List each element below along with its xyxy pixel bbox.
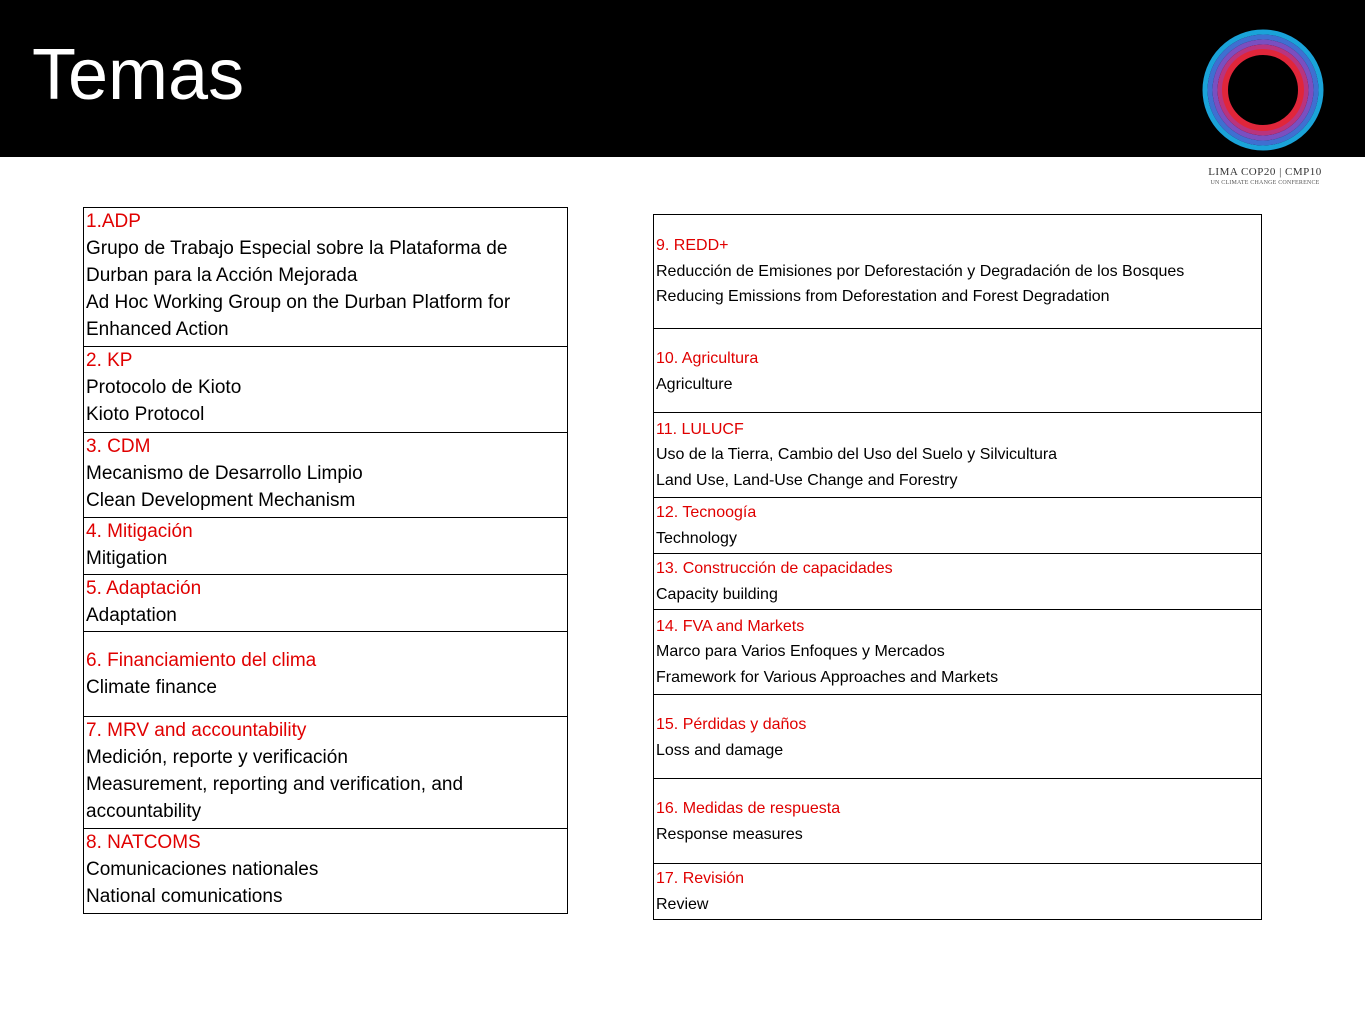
topic-line-en: Reducing Emissions from Deforestation and Forest Degradation [656, 288, 1110, 306]
table-row [84, 575, 568, 632]
topic-title: 4. Mitigación [86, 521, 193, 542]
table-row [654, 695, 1262, 779]
table-row [654, 779, 1262, 864]
topics-table-left [83, 207, 568, 914]
topics-table-right [653, 214, 1262, 920]
topic-title: 11. LULUCF [656, 420, 744, 438]
topic-title: 13. Construcción de capacidades [656, 560, 893, 577]
topic-line-en: Measurement, reporting and verification, and accountability [86, 774, 464, 822]
topic-title: 15. Pérdidas y daños [656, 716, 807, 733]
topic-line-en: Adaptation [86, 605, 177, 626]
topic-title: 3. CDM [86, 436, 151, 457]
topic-line-en: Technology [656, 529, 737, 547]
cop20-logo-text [1195, 165, 1335, 188]
topic-title: 6. Financiamiento del clima [86, 650, 317, 671]
topic-cell-tecnologia [654, 498, 1262, 554]
topic-cell-perdidas [654, 695, 1262, 779]
slide-title: Temas [32, 35, 245, 115]
topic-cell-mitigacion [84, 518, 568, 575]
topic-line-es: Reducción de Emisiones por Deforestación y Degradación de los Bosques [656, 262, 1185, 280]
topic-cell-revision [654, 864, 1262, 920]
topic-line-en: Agriculture [656, 375, 733, 393]
title-bar [0, 0, 1365, 157]
topic-line-en: Mitigation [86, 548, 168, 569]
topic-cell-cdm [84, 433, 568, 518]
topic-line-es: Comunicaciones nationales [86, 859, 319, 880]
topic-cell-capacidades [654, 554, 1262, 610]
topic-cell-lulucf [654, 413, 1262, 498]
topic-line-es: Marco para Varios Enfoques y Mercados [656, 643, 945, 661]
topic-line-en: Climate finance [86, 677, 217, 698]
table-row [654, 215, 1262, 329]
topic-cell-agricultura [654, 329, 1262, 413]
topic-cell-redd [654, 215, 1262, 329]
topic-line-es: Protocolo de Kioto [86, 377, 242, 398]
topic-line-en: Clean Development Mechanism [86, 490, 356, 511]
topic-cell-adp [84, 208, 568, 347]
topic-title: 7. MRV and accountability [86, 720, 307, 741]
topic-cell-fva [654, 610, 1262, 695]
table-row [654, 610, 1262, 695]
topic-cell-adaptacion [84, 575, 568, 632]
topic-line-en: Framework for Various Approaches and Markets [656, 668, 999, 686]
topic-line-en: Capacity building [656, 585, 778, 603]
logo-sub-text: UN CLIMATE CHANGE CONFERENCE [1210, 180, 1320, 186]
topic-line-es: Grupo de Trabajo Especial sobre la Plataforma de Durban para la Acción Mejorada [86, 238, 508, 286]
table-row [84, 632, 568, 717]
topic-line-en: Review [656, 895, 709, 913]
cop20-ring-logo-icon [1201, 28, 1325, 152]
table-row [84, 347, 568, 433]
table-row [84, 717, 568, 829]
topic-cell-mrv [84, 717, 568, 829]
topic-cell-natcoms [84, 829, 568, 914]
topic-line-es: Uso de la Tierra, Cambio del Uso del Suelo y Silvicultura [656, 446, 1058, 464]
topic-title: 16. Medidas de respuesta [656, 800, 841, 817]
topic-line-en: Kioto Protocol [86, 404, 205, 425]
topic-title: 8. NATCOMS [86, 832, 201, 853]
table-row [654, 864, 1262, 920]
topic-line-en: Response measures [656, 825, 803, 843]
topic-title: 17. Revisión [656, 870, 745, 887]
topic-cell-financiamiento [84, 632, 568, 717]
table-row [654, 329, 1262, 413]
topic-title: 1.ADP [86, 211, 141, 232]
logo-main-text: LIMA COP20 | CMP10 [1208, 166, 1322, 178]
topic-title: 12. Tecnoogía [656, 504, 757, 521]
topic-title: 9. REDD+ [656, 237, 729, 255]
table-row [654, 413, 1262, 498]
topic-line-en: Land Use, Land-Use Change and Forestry [656, 471, 958, 489]
table-row [654, 554, 1262, 610]
topic-line-en: Loss and damage [656, 741, 784, 759]
topic-line-en: National comunications [86, 886, 283, 907]
table-row [84, 518, 568, 575]
topic-title: 14. FVA and Markets [656, 617, 805, 635]
topic-line-en: Ad Hoc Working Group on the Durban Platform for Enhanced Action [86, 292, 511, 340]
topic-line-es: Medición, reporte y verificación [86, 747, 348, 768]
topic-cell-kp [84, 347, 568, 433]
table-row [84, 208, 568, 347]
table-row [84, 829, 568, 914]
topic-title: 5. Adaptación [86, 578, 202, 599]
topic-title: 2. KP [86, 350, 133, 371]
topic-line-es: Mecanismo de Desarrollo Limpio [86, 463, 363, 484]
topic-cell-medidas [654, 779, 1262, 864]
table-row [84, 433, 568, 518]
topic-title: 10. Agricultura [656, 350, 759, 367]
table-row [654, 498, 1262, 554]
